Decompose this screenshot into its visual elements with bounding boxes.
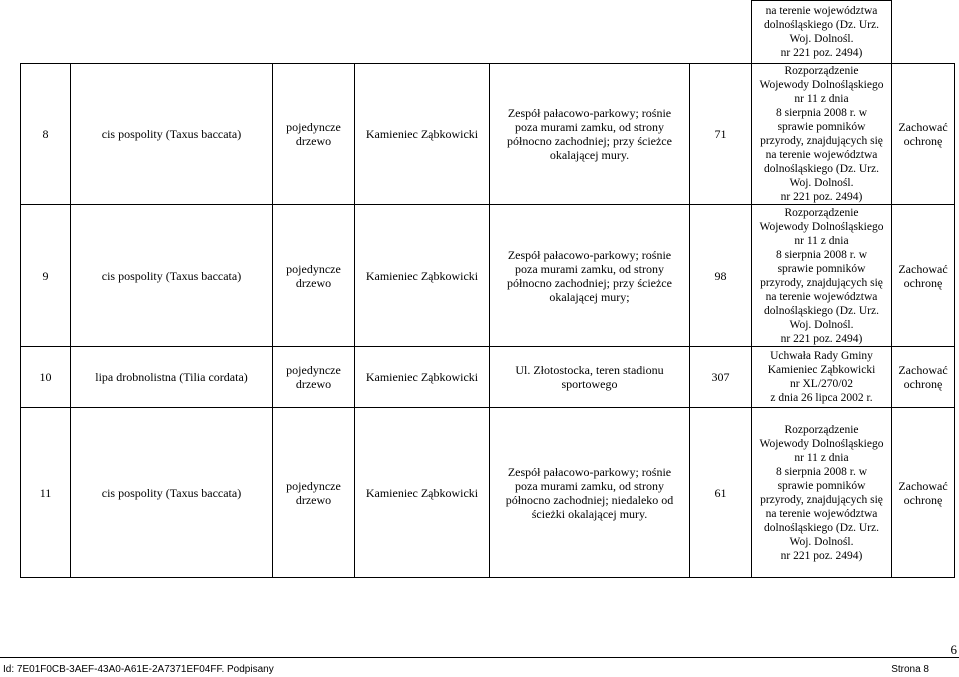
cell-line: na terenie województwa	[765, 507, 878, 520]
row-number-cell: 10	[21, 347, 71, 408]
monuments-table	[20, 0, 955, 578]
object-type-cell	[273, 205, 355, 347]
cell-line: Zachować	[898, 363, 948, 377]
cell-line: pojedyncze	[286, 478, 341, 493]
cell-line: ścieżki okalającej mury.	[531, 506, 648, 521]
cell-line: dolnośląskiego (Dz. Urz.	[764, 163, 879, 175]
cell-line: Zachować	[898, 261, 948, 276]
footer-page-number: Strona 8	[891, 664, 929, 675]
cell-line: północno zachodniej; przy ścieżce	[507, 134, 672, 148]
table-row	[21, 408, 955, 578]
object-type-cell	[273, 408, 355, 578]
cell-line: Uchwała Rady Gminy	[770, 350, 873, 362]
cell-line: Wojewody Dolnośląskiego	[759, 220, 884, 233]
law-cell-partial	[752, 1, 892, 64]
circumference-value-cell: 98	[690, 205, 752, 347]
cell-line: Woj. Dolnośl.	[789, 535, 854, 548]
cell-line: dolnośląskiego (Dz. Urz.	[764, 19, 879, 31]
cell-line: nr 221 poz. 2494)	[780, 549, 863, 562]
species-name-cell: cis pospolity (Taxus baccata)	[71, 64, 273, 205]
row-number-cell: 8	[21, 64, 71, 205]
legal-basis-cell	[752, 205, 892, 347]
object-type-cell	[273, 64, 355, 205]
cell-line: Woj. Dolnośl.	[789, 318, 854, 331]
cell-line: dolnośląskiego (Dz. Urz.	[764, 304, 879, 317]
table-row	[21, 205, 955, 347]
cell-line: przyrody, znajdujących się	[760, 135, 883, 147]
cell-line: Zachować	[898, 478, 948, 493]
cell-line: drzewo	[295, 377, 332, 391]
cell-line: Zespół pałacowo-parkowy; rośnie	[507, 106, 672, 120]
commune-name-cell: Kamieniec Ząbkowicki	[355, 408, 490, 578]
recommended-action-cell	[892, 205, 955, 347]
cell-line: Woj. Dolnośl.	[789, 33, 854, 45]
cell-line: na terenie województwa	[765, 290, 878, 303]
table-row	[21, 64, 955, 205]
species-name-cell: lipa drobnolistna (Tilia cordata)	[71, 347, 273, 408]
cell-line: sprawie pomników	[777, 262, 866, 275]
cell-line: sprawie pomników	[777, 121, 866, 133]
table-row	[21, 347, 955, 408]
cell-line: Wojewody Dolnośląskiego	[759, 79, 884, 91]
row-number-cell: 9	[21, 205, 71, 347]
cell-line: pojedyncze	[286, 120, 341, 134]
cell-line: drzewo	[295, 275, 332, 290]
cell-line: nr 221 poz. 2494)	[780, 191, 863, 203]
commune-name-cell: Kamieniec Ząbkowicki	[355, 347, 490, 408]
location-description-cell	[490, 205, 690, 347]
location-description-cell	[490, 64, 690, 205]
cell-line: 8 sierpnia 2008 r. w	[775, 465, 868, 478]
cell-line: ochronę	[903, 275, 943, 290]
cell-line: Zespół pałacowo-parkowy; rośnie	[507, 247, 672, 262]
cell-line: nr XL/270/02	[790, 378, 853, 390]
species-name-cell: cis pospolity (Taxus baccata)	[71, 205, 273, 347]
cell-line: sportowego	[561, 377, 618, 391]
cell-line: Kamieniec Ząbkowicki	[767, 364, 876, 376]
cell-line: nr 11 z dnia	[794, 93, 849, 105]
cell-line: nr 221 poz. 2494)	[780, 47, 863, 59]
cell-line: pojedyncze	[286, 363, 341, 377]
cell-line: przyrody, znajdujących się	[760, 493, 883, 506]
table-row-partial	[21, 1, 955, 64]
cell-line: poza murami zamku, od strony	[515, 478, 664, 493]
cell-line: sprawie pomników	[777, 479, 866, 492]
cell-line: okalającej mury.	[549, 148, 630, 162]
circumference-value-cell: 61	[690, 408, 752, 578]
cell-line: dolnośląskiego (Dz. Urz.	[764, 521, 879, 534]
cell-line: na terenie województwa	[765, 5, 878, 17]
cell-line: nr 11 z dnia	[794, 451, 849, 464]
commune-name-cell: Kamieniec Ząbkowicki	[355, 205, 490, 347]
location-description-cell	[490, 408, 690, 578]
cell-line: północno zachodniej; niedaleko od	[505, 492, 674, 507]
cell-line: drzewo	[295, 134, 332, 148]
cell-line: przyrody, znajdujących się	[760, 276, 883, 289]
cell-line: nr 11 z dnia	[794, 234, 849, 247]
recommended-action-cell	[892, 408, 955, 578]
object-type-cell	[273, 347, 355, 408]
cell-line: nr 221 poz. 2494)	[780, 332, 863, 345]
cell-line: pojedyncze	[286, 261, 341, 276]
cell-line: na terenie województwa	[765, 149, 878, 161]
cell-line: Rozporządzenie	[784, 65, 859, 77]
species-name-cell: cis pospolity (Taxus baccata)	[71, 408, 273, 578]
cell-line: 8 sierpnia 2008 r. w	[775, 107, 868, 119]
legal-basis-cell	[752, 347, 892, 408]
cell-line: drzewo	[295, 492, 332, 507]
cell-line: Woj. Dolnośl.	[789, 177, 854, 189]
page-number-side: 6	[950, 642, 957, 657]
cell-line: Ul. Złotostocka, teren stadionu	[515, 363, 664, 377]
cell-line: poza murami zamku, od strony	[515, 120, 664, 134]
cell-line: ochronę	[903, 377, 943, 391]
legal-basis-cell	[752, 408, 892, 578]
cell-line: z dnia 26 lipca 2002 r.	[770, 392, 873, 404]
recommended-action-cell	[892, 347, 955, 408]
cell-line: Wojewody Dolnośląskiego	[759, 437, 884, 450]
cell-line: Rozporządzenie	[784, 423, 859, 436]
circumference-value-cell: 307	[690, 347, 752, 408]
cell-line: Zachować	[898, 120, 948, 134]
cell-line: Rozporządzenie	[784, 206, 859, 219]
footer-document-id: Id: 7E01F0CB-3AEF-43A0-A61E-2A7371EF04FF. Podpisany	[3, 664, 274, 675]
cell-line: Zespół pałacowo-parkowy; rośnie	[507, 464, 672, 479]
cell-line: poza murami zamku, od strony	[515, 261, 664, 276]
location-description-cell	[490, 347, 690, 408]
row-number-cell: 11	[21, 408, 71, 578]
legal-basis-cell	[752, 64, 892, 205]
cell-line: północno zachodniej; przy ścieżce	[507, 275, 672, 290]
cell-line: ochronę	[903, 134, 943, 148]
cell-line: ochronę	[903, 492, 943, 507]
commune-name-cell: Kamieniec Ząbkowicki	[355, 64, 490, 205]
cell-line: okalającej mury;	[549, 289, 630, 304]
cell-line: 8 sierpnia 2008 r. w	[775, 248, 868, 261]
recommended-action-cell	[892, 64, 955, 205]
circumference-value-cell: 71	[690, 64, 752, 205]
